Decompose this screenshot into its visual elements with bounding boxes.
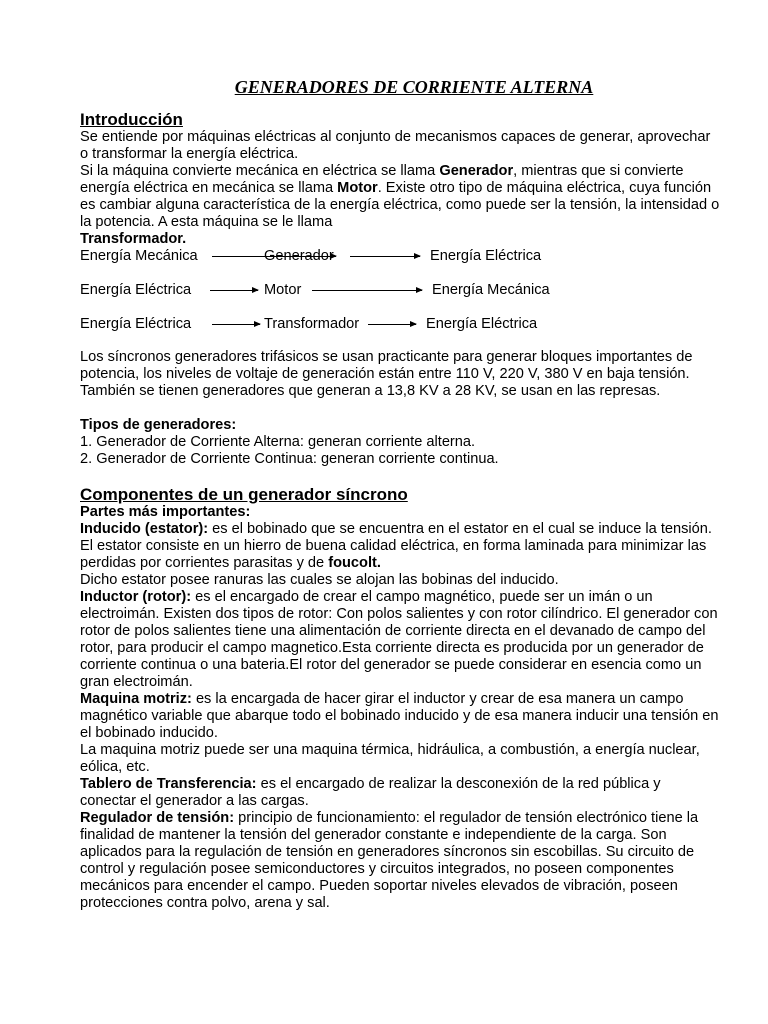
flow-result: Energía Eléctrica <box>426 316 538 332</box>
intro-paragraph-1: Se entiende por máquinas eléctricas al conjunto de mecanismos capaces de generar, aprovechar o transformar la energía eléctrica. <box>80 129 711 162</box>
types-item: 1. Generador de Corriente Alterna: generan corriente alterna. <box>80 434 476 450</box>
page-title: GENERADORES DE CORRIENTE ALTERNA <box>234 77 594 97</box>
inducido-paragraph: Inducido (estator): es el bobinado que se encuentra en el estator en el cual se induce la tensión. El estator consiste en un hierro de buena calidad eléctrica, en forma laminada para minimizar las perdidas por corrientes parasitas y de foucolt. <box>80 521 712 571</box>
flow-result: Energía Eléctrica <box>430 248 542 264</box>
flow-machine: Transformador <box>264 316 360 332</box>
sync-paragraph: Los síncronos generadores trifásicos se usan practicante para generar bloques importantes de potencia, los niveles de voltaje de generación están entre 110 V, 220 V, 380 V en baja tensión. También se tienen generadores que generan a 13,8 KV a 28 KV, se usan en las represas. <box>80 349 693 399</box>
arrow-icon <box>312 290 422 291</box>
arrow-icon <box>212 324 260 325</box>
intro-heading: Introducción <box>80 110 183 129</box>
components-subheading: Partes más importantes: <box>80 504 251 520</box>
types-heading: Tipos de generadores: <box>80 417 237 433</box>
flow-source: Energía Eléctrica <box>80 316 192 332</box>
document-page <box>80 76 720 912</box>
generador-term: Generador <box>439 163 514 179</box>
estator-paragraph: Dicho estator posee ranuras las cuales se alojan las bobinas del inducido. <box>80 572 559 588</box>
transformador-term: Transformador. <box>80 231 187 247</box>
types-item: 2. Generador de Corriente Continua: generan corriente continua. <box>80 451 499 467</box>
flow-transformador <box>80 316 720 333</box>
flow-generador <box>80 248 720 265</box>
inductor-paragraph: Inductor (rotor): es el encargado de crear el campo magnético, puede ser un imán o un electroimán. Existen dos tipos de rotor: Con polos salientes y con rotor cilíndrico. El generador con rotor de polos salientes tiene una alimentación de corriente directa en el devanado de campo del rotor, para producir el campo magnetico.Esta corriente directa es producida por un generador de corriente continua o una bateria.El rotor del generador se puede considerar en esencia como un gran electroimán. <box>80 589 718 690</box>
flow-source: Energía Eléctrica <box>80 282 192 298</box>
components-heading: Componentes de un generador síncrono <box>80 485 408 504</box>
motriz-paragraph: Maquina motriz: es la encargada de hacer girar el inductor y crear de esa manera un campo magnético variable que abarque todo el bobinado inducido y de esa manera inducir una tensión en el bobinado inducido. <box>80 691 719 741</box>
flow-machine: Motor <box>264 282 302 298</box>
flow-result: Energía Mecánica <box>432 282 550 298</box>
intro-paragraph-2: Si la máquina convierte mecánica en eléctrica se llama Generador, mientras que si convierte energía eléctrica en mecánica se llama Motor. Existe otro tipo de máquina eléctrica, cuya función es cambiar alguna característica de la energía eléctrica, como puede ser la tensión, la intensidad o la potencia. A esta máquina se le llama Transformador. <box>80 163 720 247</box>
flow-motor <box>80 282 720 299</box>
motor-term: Motor <box>337 180 378 196</box>
motriz-paragraph-2: La maquina motriz puede ser una maquina térmica, hidráulica, a combustión, a energía nuclear, eólica, etc. <box>80 742 700 775</box>
arrow-icon <box>210 290 258 291</box>
flow-source: Energía Mecánica <box>80 248 198 264</box>
tablero-paragraph: Tablero de Transferencia: es el encargado de realizar la desconexión de la red pública y conectar el generador a las cargas. <box>80 776 661 809</box>
arrow-icon <box>368 324 416 325</box>
regulador-paragraph: Regulador de tensión: principio de funcionamiento: el regulador de tensión electrónico tiene la finalidad de mantener la tensión del generador constante e independiente de la carga. Son aplicados para la regulación de tensión en generadores síncronos sin escobillas. Su circuito de control y regulación posee semiconductores y circuitos integrados, no poseen componentes mecánicos para encender el campo. Pueden soportar niveles elevados de vibración, poseen protecciones contra polvo, arena y sal. <box>80 810 699 911</box>
arrow-icon <box>350 256 420 257</box>
flow-machine: Generador <box>264 248 334 264</box>
